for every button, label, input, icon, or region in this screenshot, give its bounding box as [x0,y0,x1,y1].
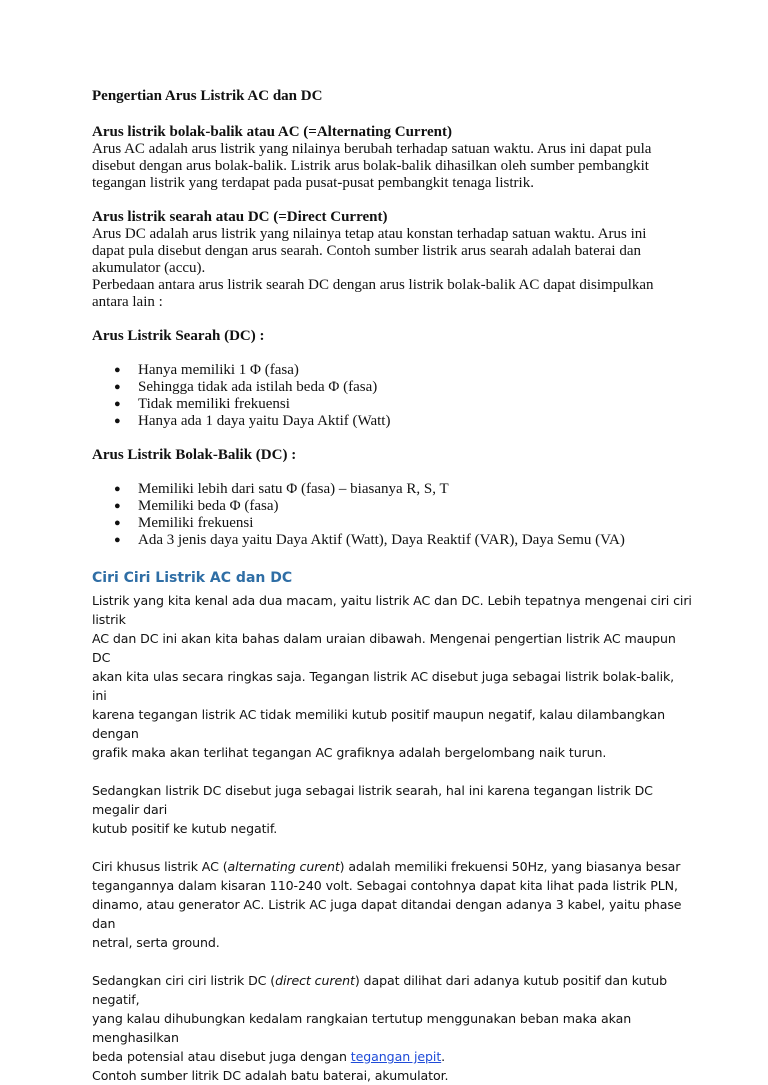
bullet-icon: ● [114,398,121,410]
bullet-icon: ● [114,364,121,376]
bullet-icon: ● [114,534,121,546]
list-item: ● Memiliki beda Φ (fasa) [114,498,279,514]
bullet-icon: ● [114,517,121,529]
document-page [92,88,692,1085]
bullet-icon: ● [114,381,121,393]
list-item: ● Hanya ada 1 daya yaitu Daya Aktif (Watt) [114,413,391,429]
list-item: ● Tidak memiliki frekuensi [114,396,290,412]
dc-properties [92,328,692,430]
ac-section [92,124,692,192]
ac-list [92,481,692,549]
ciri-paragraph-4: Sedangkan ciri ciri listrik DC (direct curent) dapat dilihat dari adanya kutub positif dan kutub negatif, yang kalau dihubungkan kedalam rangkaian tertutup menggunakan beban maka akan menghasilkan beda potensial atau disebut juga dengan tegangan jepit. Contoh sumber litrik DC adalah batu baterai, akumulator. [92,973,668,1083]
list-item: ● Ada 3 jenis daya yaitu Daya Aktif (Watt), Daya Reaktif (VAR), Daya Semu (VA) [114,532,625,548]
bullet-icon: ● [114,483,121,495]
dc-heading: Arus listrik searah atau DC (=Direct Current) [92,209,388,225]
bullet-icon: ● [114,500,121,512]
list-item: ● Hanya memiliki 1 Φ (fasa) [114,362,299,378]
ac-list-heading: Arus Listrik Bolak-Balik (DC) : [92,447,297,463]
ac-line: Arus AC adalah arus listrik yang nilainya berubah terhadap satuan waktu. Arus ini dapat pula [92,141,652,157]
ciri-paragraph-2: Sedangkan listrik DC disebut juga sebagai listrik searah, hal ini karena tegangan listrik DC megalir dari kutub positif ke kutub negatif. [92,783,653,836]
list-item: ● Sehingga tidak ada istilah beda Φ (fasa) [114,379,378,395]
term-emphasis: direct curent [275,973,355,988]
ac-line: disebut dengan arus bolak-balik. Listrik arus bolak-balik dihasilkan oleh sumber pembangkit [92,158,649,174]
dc-list-heading: Arus Listrik Searah (DC) : [92,328,265,344]
ciri-section [92,569,692,1085]
ciri-paragraph-1: Listrik yang kita kenal ada dua macam, yaitu listrik AC dan DC. Lebih tepatnya mengenai ciri ciri listrik AC dan DC ini akan kita bahas dalam uraian dibawah. Mengenai pengertian listrik AC maupun DC akan kita ulas secara ringkas saja. Tegangan listrik AC disebut juga sebagai listrik bolak-balik, ini karena tegangan listrik AC tidak memiliki kutub positif maupun negatif, kalau dilambangkan dengan grafik maka akan terlihat tegangan AC grafiknya adalah bergelombang naik turun. [92,593,692,760]
dc-line: antara lain : [92,294,163,310]
ac-properties [92,447,692,549]
ac-line: tegangan listrik yang terdapat pada pusat-pusat pembangkit tenaga listrik. [92,175,534,191]
bullet-icon: ● [114,415,121,427]
dc-line: akumulator (accu). [92,260,206,276]
dc-section [92,209,692,311]
dc-line: dapat pula disebut dengan arus searah. Contoh sumber listrik arus searah adalah baterai dan [92,243,641,259]
ciri-paragraph-3: Ciri khusus listrik AC (alternating curent) adalah memiliki frekuensi 50Hz, yang biasanya besar tegangannya dalam kisaran 110-240 volt. Sebagai contohnya dapat kita lihat pada listrik PLN, dinamo, atau generator AC. Listrik AC juga dapat ditandai dengan adanya 3 kabel, yaitu phase dan netral, serta ground. [92,859,682,950]
dc-line: Perbedaan antara arus listrik searah DC dengan arus listrik bolak-balik AC dapat disimpulkan [92,277,654,293]
list-item: ● Memiliki lebih dari satu Φ (fasa) – biasanya R, S, T [114,481,449,497]
dc-list [92,362,692,430]
ciri-heading: Ciri Ciri Listrik AC dan DC [92,570,293,586]
ac-heading: Arus listrik bolak-balik atau AC (=Alternating Current) [92,124,452,140]
term-emphasis: alternating curent [227,859,340,874]
tegangan-jepit-link[interactable]: tegangan jepit [350,1049,442,1064]
page-title: Pengertian Arus Listrik AC dan DC [92,88,323,104]
dc-line: Arus DC adalah arus listrik yang nilainya tetap atau konstan terhadap satuan waktu. Arus ini [92,226,647,242]
list-item: ● Memiliki frekuensi [114,515,254,531]
